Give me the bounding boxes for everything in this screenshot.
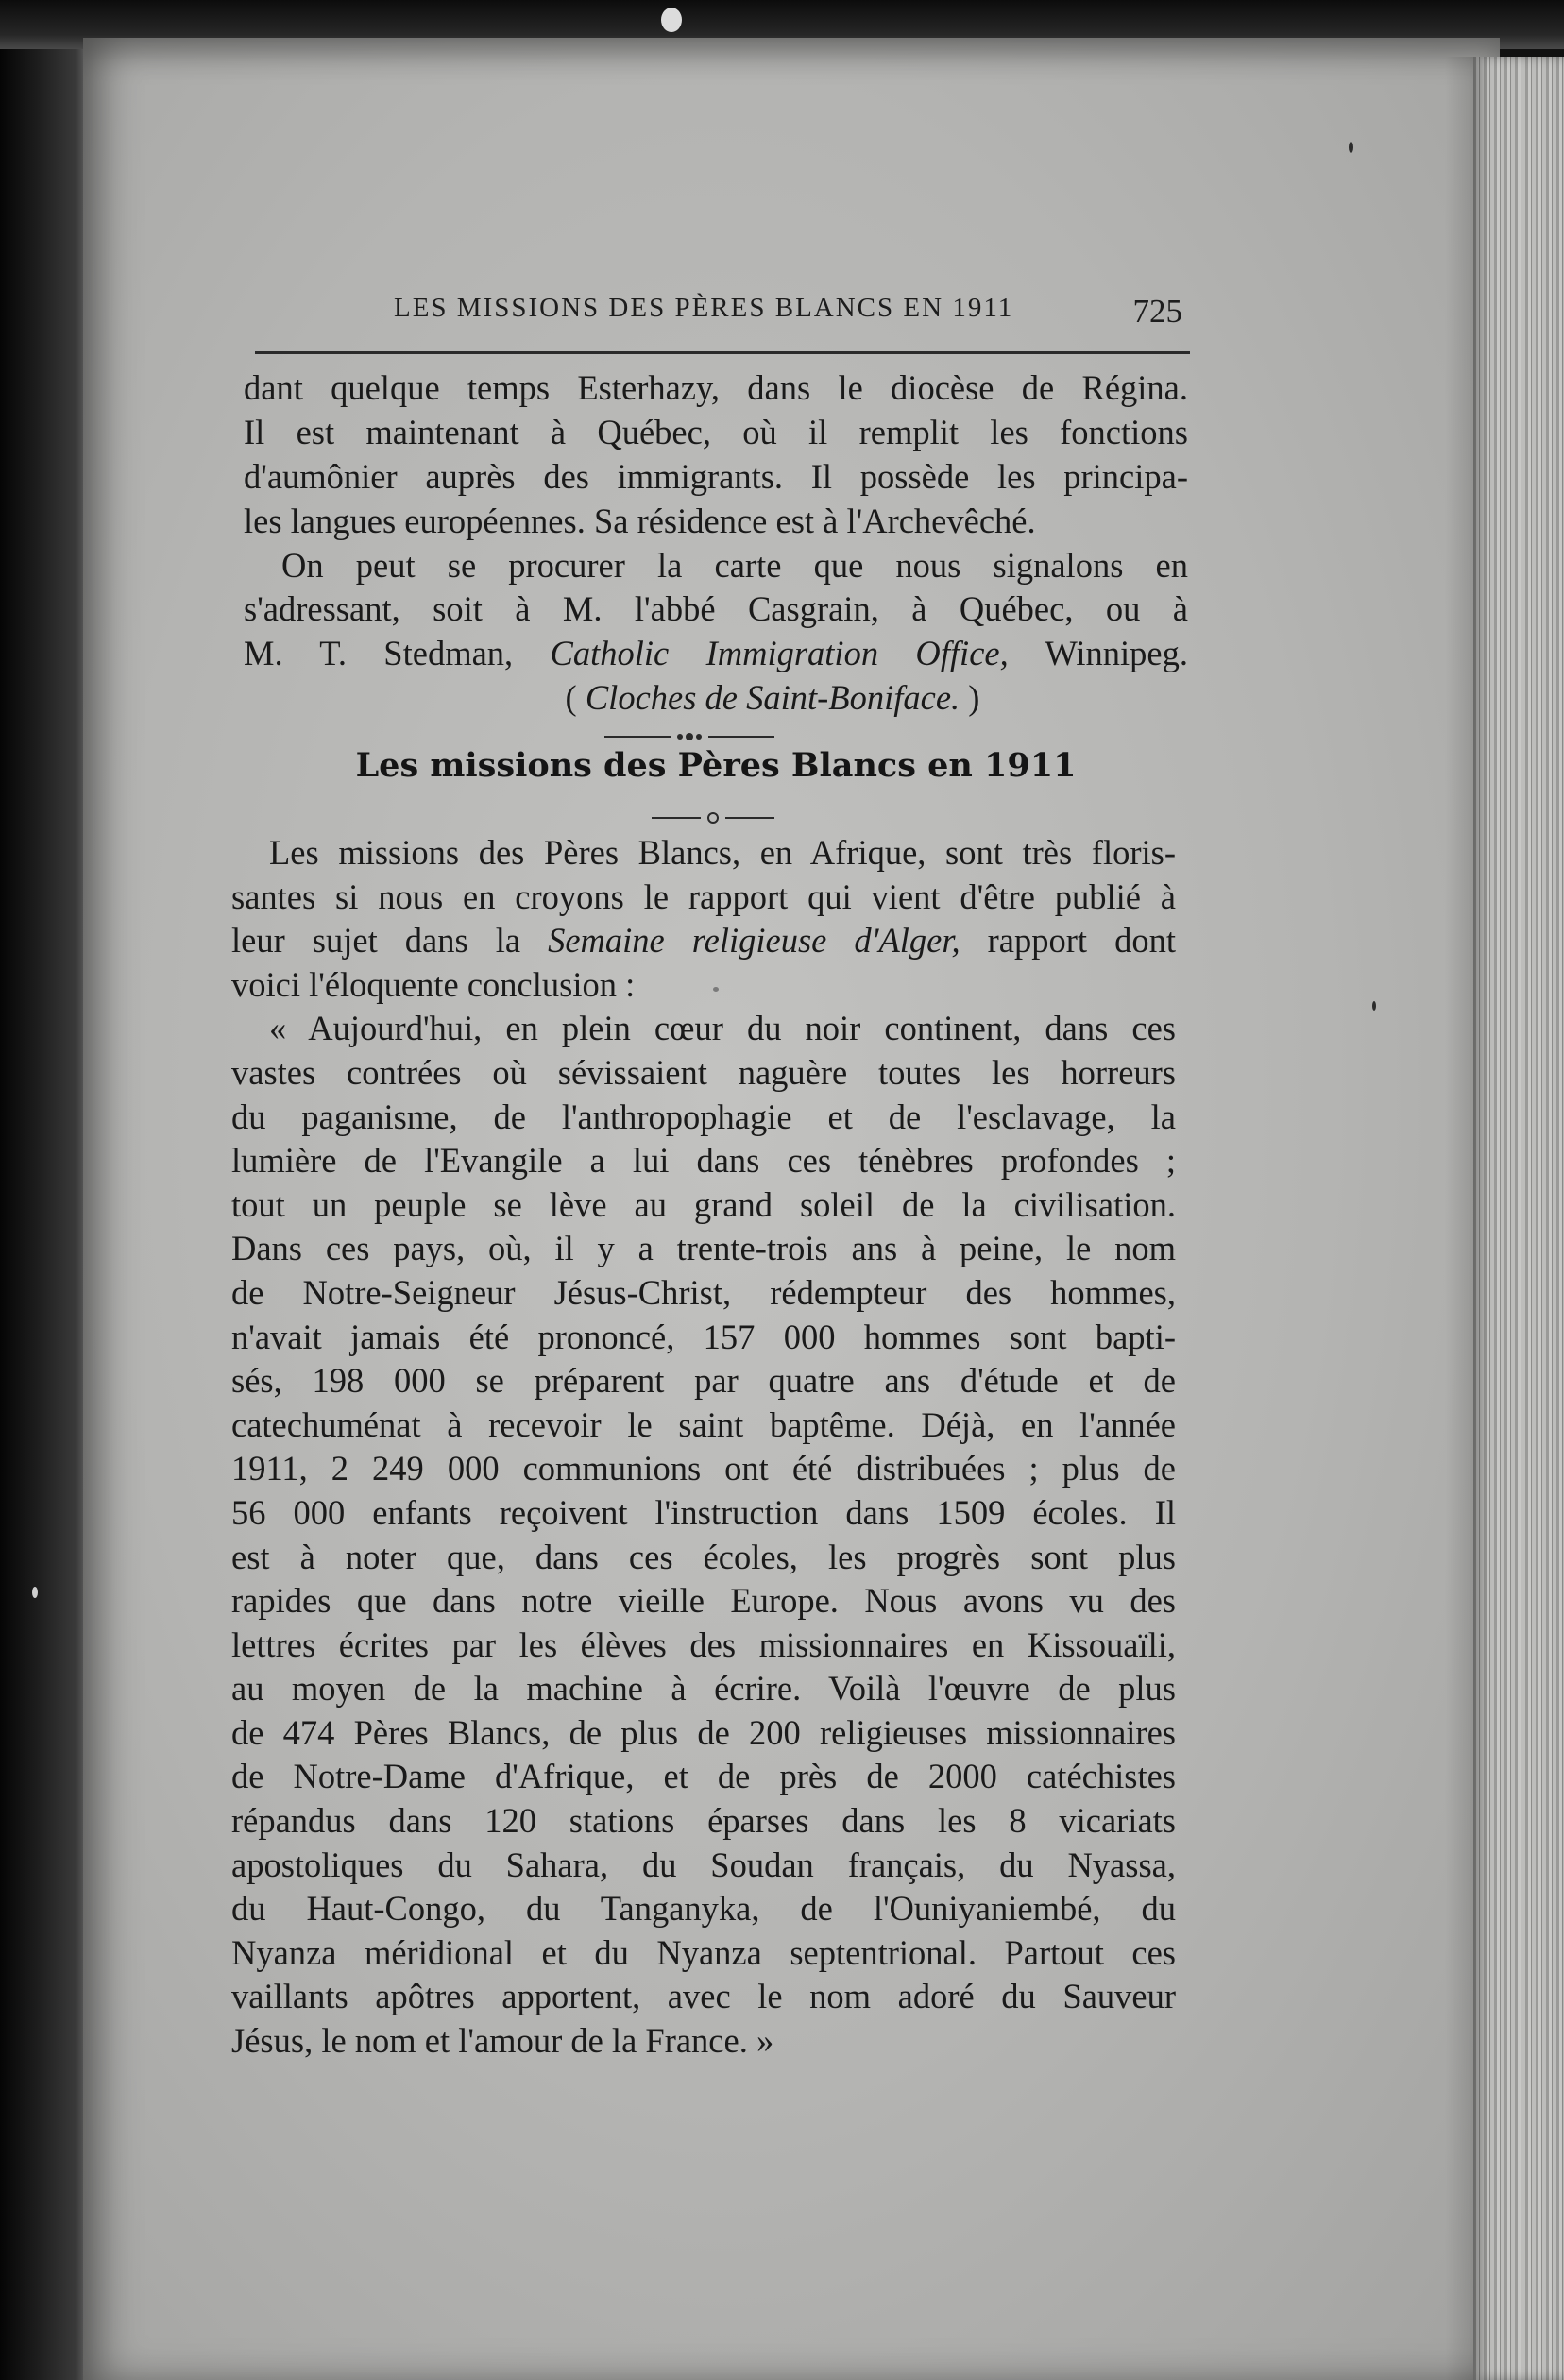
quote-line: de Notre-Seigneur Jésus-Christ, rédempteur des hommes,	[231, 1272, 1176, 1312]
article-suffix: rapport dont	[960, 921, 1176, 960]
dust-speck	[713, 987, 719, 992]
quote-line: apostoliques du Sahara, du Soudan français, du Nyassa,	[231, 1844, 1176, 1884]
ornament-divider	[604, 729, 774, 744]
quote-line: Dans ces pays, où, il y a trente-trois ans à peine, le nom	[231, 1229, 1176, 1268]
dust-speck	[32, 1587, 38, 1598]
text-line: On peut se procurer la carte que nous signalons en	[281, 545, 1188, 585]
header-rule	[255, 351, 1190, 354]
text-line-with-italic	[244, 632, 1188, 676]
quote-line: Nyanza méridional et du Nyanza septentrional. Partout ces	[231, 1932, 1176, 1972]
book-gutter-shadow	[0, 0, 90, 2380]
text-line: dant quelque temps Esterhazy, dans le diocèse de Régina.	[244, 368, 1188, 407]
quote-line: au moyen de la machine à écrire. Voilà l'œuvre de plus	[231, 1669, 1176, 1708]
continuation-text	[244, 366, 1188, 721]
dust-speck	[661, 8, 682, 32]
quote-line: « Aujourd'hui, en plein cœur du noir continent, dans ces	[269, 1009, 1176, 1048]
quote-line: du paganisme, de l'anthropophagie et de l'esclavage, la	[231, 1096, 1176, 1136]
text-line: santes si nous en croyons le rapport qui vient d'être publié à	[231, 876, 1176, 916]
dust-speck	[1372, 1001, 1376, 1011]
note-italic: Catholic Immigration Office,	[550, 634, 1009, 673]
text-line: Il est maintenant à Québec, où il remplit les fonctions	[244, 412, 1188, 451]
quote-line: du Haut-Congo, du Tanganyka, de l'Ouniyaniembé, du	[231, 1889, 1176, 1929]
running-header	[257, 293, 1182, 340]
running-head-title: LES MISSIONS DES PÈRES BLANCS EN 1911	[394, 293, 1014, 323]
quote-line: catechuménat à recevoir le saint baptême. Déjà, en l'année	[231, 1404, 1176, 1444]
quote-line: sés, 198 000 se préparent par quatre ans d'étude et de	[231, 1361, 1176, 1401]
quote-line: répandus dans 120 stations éparses dans les 8 vicariats	[231, 1801, 1176, 1841]
text-line: voici l'éloquente conclusion :	[231, 964, 636, 1004]
quote-line: 1911, 2 249 000 communions ont été distribuées ; plus de	[231, 1449, 1176, 1488]
text-line-with-italic	[231, 919, 1176, 963]
quote-line: n'avait jamais été prononcé, 157 000 hommes sont bapti-	[231, 1317, 1176, 1356]
quote-line: vastes contrées où sévissaient naguère toutes les horreurs	[231, 1052, 1176, 1092]
quote-line: rapides que dans notre vieille Europe. Nous avons vu des	[231, 1581, 1176, 1621]
quote-line: 56 000 enfants reçoivent l'instruction dans 1509 écoles. Il	[231, 1492, 1176, 1532]
quote-line: de 474 Pères Blancs, de plus de 200 religieuses missionnaires	[231, 1712, 1176, 1752]
text-line: Les missions des Pères Blancs, en Afrique, sont très floris-	[269, 833, 1176, 872]
section-title: Les missions des Pères Blancs en 1911	[355, 746, 1077, 785]
article-italic: Semaine religieuse d'Alger,	[548, 921, 960, 960]
quote-line: vaillants apôtres apportent, avec le nom adoré du Sauveur	[231, 1977, 1176, 2016]
quote-line: lettres écrites par les élèves des missionnaires en Kissouaïli,	[231, 1624, 1176, 1664]
text-line: d'aumônier auprès des immigrants. Il possède les principa-	[244, 456, 1188, 496]
text-line: les langues européennes. Sa résidence est à l'Archevêché.	[244, 501, 1036, 540]
credit-close: )	[960, 678, 980, 718]
source-credit	[244, 676, 1188, 721]
page-edges-stack	[1473, 57, 1564, 2380]
text-line: s'adressant, soit à M. l'abbé Casgrain, à Québec, ou à	[244, 589, 1188, 629]
article-prefix: leur sujet dans la	[231, 921, 549, 960]
quote-line: Jésus, le nom et l'amour de la France. »	[231, 2021, 774, 2061]
article-body	[231, 831, 1176, 2064]
credit-italic: Cloches de Saint-Boniface.	[585, 678, 960, 718]
quote-line: de Notre-Dame d'Afrique, et de près de 2000 catéchistes	[231, 1757, 1176, 1796]
ornament-small-divider	[652, 808, 774, 827]
note-prefix: M. T. Stedman,	[244, 634, 551, 673]
note-suffix: Winnipeg.	[1008, 634, 1188, 673]
quote-line: tout un peuple se lève au grand soleil de la civilisation.	[231, 1184, 1176, 1224]
credit-open: (	[565, 678, 586, 718]
page-number: 725	[1132, 293, 1182, 330]
dust-speck	[1349, 142, 1353, 153]
quote-line: est à noter que, dans ces écoles, les progrès sont plus	[231, 1537, 1176, 1576]
quote-line: lumière de l'Evangile a lui dans ces ténèbres profondes ;	[231, 1141, 1176, 1181]
